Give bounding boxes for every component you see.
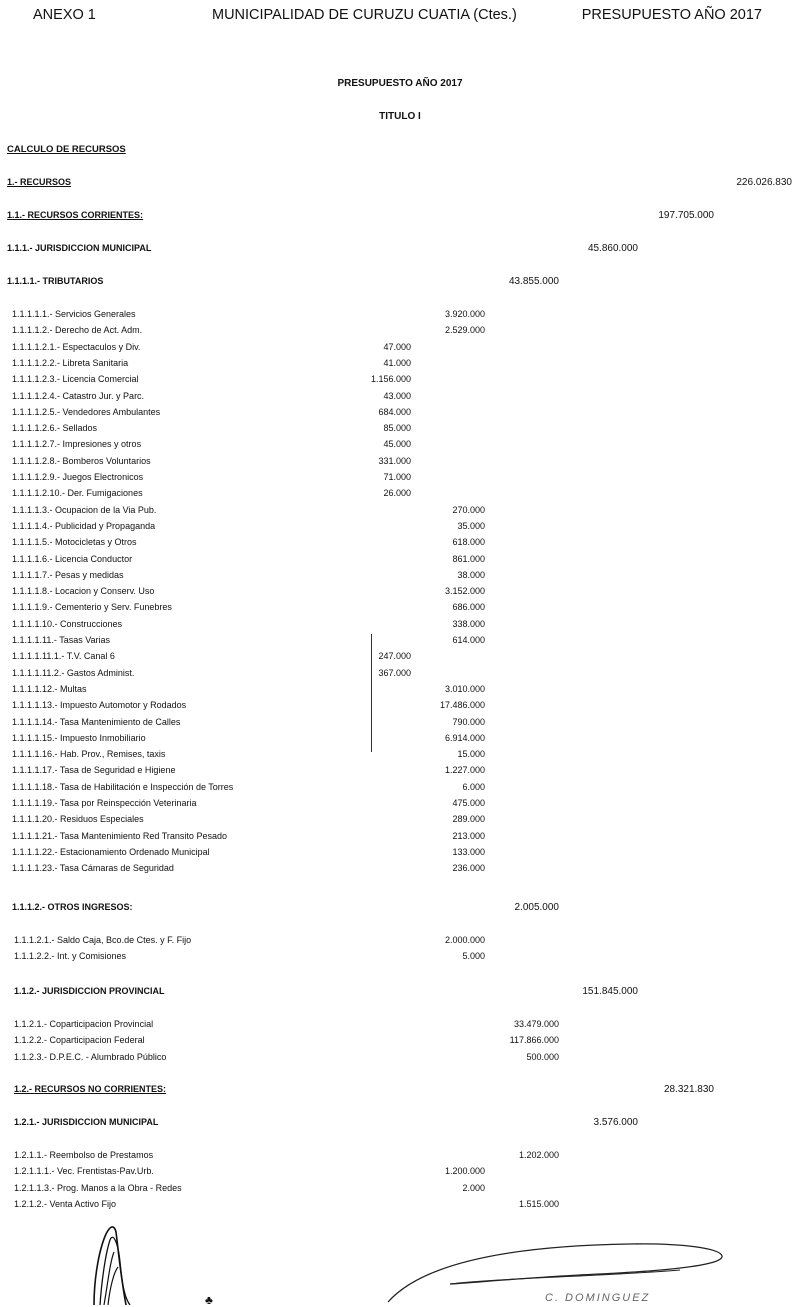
line-item-label: 1.1.1.1.12.- Multas (12, 683, 87, 694)
line-item-amount: 236.000 (452, 863, 485, 874)
line-item-label: 1.1.1.1.2.6.- Sellados (12, 423, 98, 434)
row-label: 1.2.- RECURSOS NO CORRIENTES: (14, 1084, 167, 1094)
line-item-label: 1.1.1.1.18.- Tasa de Habilitación e Inspección de Torres (12, 781, 234, 792)
line-item-label: 1.1.1.1.21.- Tasa Mantenimiento Red Transito Pesado (12, 830, 227, 841)
line-item (0, 634, 800, 650)
line-item (0, 455, 800, 471)
line-item-label: 1.1.1.1.2.4.- Catastro Jur. y Parc. (12, 390, 145, 401)
row-amount: 197.705.000 (658, 210, 714, 221)
line-item (0, 1182, 800, 1198)
line-item-label: 1.1.2.2.- Coparticipacion Federal (14, 1035, 145, 1046)
line-item (0, 1165, 800, 1181)
line-item-amount: 475.000 (452, 798, 485, 808)
header-budget-year: PRESUPUESTO AÑO 2017 (581, 7, 762, 23)
row-amount: 151.845.000 (582, 986, 638, 997)
line-item-label: 1.1.1.1.6.- Licencia Conductor (12, 553, 133, 564)
line-item-label: 1.1.1.1.1.- Servicios Generales (12, 309, 136, 319)
line-item-label: 1.1.1.1.2.2.- Libreta Sanitaria (12, 357, 129, 368)
line-item-amount: 71.000 (383, 472, 411, 482)
line-item-amount: 1.515.000 (518, 1198, 559, 1209)
line-item-label: 1.1.1.1.11.2.- Gastos Administ. (12, 667, 135, 678)
line-item (0, 732, 800, 748)
line-item (0, 1198, 800, 1214)
line-item-amount: 1.156.000 (370, 374, 411, 385)
line-item (0, 934, 800, 950)
page-title: PRESUPUESTO AÑO 2017 (337, 78, 463, 89)
line-item-amount: 45.000 (383, 439, 411, 450)
line-item (0, 683, 800, 699)
line-item-amount: 331.000 (378, 455, 411, 466)
line-item-label: 1.1.1.1.2.1.- Espectaculos y Div. (12, 341, 141, 352)
row-jurisdiccion-municipal-nc (0, 1116, 800, 1132)
row-recursos-no-corrientes (0, 1083, 800, 1099)
line-item-amount: 26.000 (383, 488, 411, 499)
line-item-label: 1.1.1.1.2.7.- Impresiones y otros (12, 439, 142, 450)
line-item-label: 1.1.1.1.2.5.- Vendedores Ambulantes (12, 406, 161, 417)
row-label: 1.1.1.1.- TRIBUTARIOS (7, 276, 104, 286)
line-item-label: 1.1.1.1.2.- Derecho de Act. Adm. (12, 325, 143, 336)
line-item-amount: 43.000 (383, 390, 411, 401)
line-item-amount: 289.000 (452, 814, 485, 825)
line-item (0, 438, 800, 454)
line-item-label: 1.2.1.1.- Reembolso de Prestamos (14, 1150, 154, 1160)
line-item-amount: 5.000 (462, 951, 485, 962)
line-item (0, 1018, 800, 1034)
line-item-label: 1.1.1.1.2.10.- Der. Fumigaciones (12, 488, 143, 499)
line-item (0, 618, 800, 634)
line-item (0, 764, 800, 780)
line-item-amount: 15.000 (457, 749, 485, 760)
line-item (0, 504, 800, 520)
line-item (0, 748, 800, 764)
line-item-label: 1.1.1.1.10.- Construcciones (12, 618, 123, 629)
line-item-amount: 614.000 (452, 635, 485, 645)
line-item (0, 471, 800, 487)
row-jurisdiccion-provincial (0, 985, 800, 1001)
line-item-label: 1.2.1.1.1.- Vec. Frentistas-Pav.Urb. (14, 1166, 154, 1177)
line-item-amount: 686.000 (452, 602, 485, 613)
line-item-amount: 213.000 (452, 830, 485, 841)
line-item-label: 1.1.1.1.14.- Tasa Mantenimiento de Calles (12, 716, 181, 727)
total-row-recursos (0, 176, 800, 192)
line-item (0, 406, 800, 422)
line-item (0, 569, 800, 585)
row-label: 1.1.1.- JURISDICCION MUNICIPAL (7, 243, 152, 253)
line-item (0, 553, 800, 569)
line-item (0, 536, 800, 552)
line-item-amount: 38.000 (457, 569, 485, 580)
line-item-amount: 500.000 (526, 1051, 559, 1062)
line-item (0, 699, 800, 715)
line-item-amount: 367.000 (378, 667, 411, 678)
line-item-label: 1.1.2.1.- Coparticipacion Provincial (14, 1019, 154, 1029)
row-tributarios (0, 275, 800, 291)
line-item-label: 1.1.1.1.15.- Impuesto Inmobiliario (12, 732, 146, 743)
line-item-amount: 3.010.000 (444, 683, 485, 694)
line-item-label: 1.1.1.1.5.- Motocicletas y Otros (12, 537, 137, 548)
section-title: CALCULO DE RECURSOS (7, 144, 126, 155)
line-item (0, 357, 800, 373)
line-item (0, 781, 800, 797)
line-item (0, 585, 800, 601)
line-item (0, 950, 800, 966)
line-item (0, 846, 800, 862)
annex-label: ANEXO 1 (33, 7, 96, 23)
line-item (0, 308, 800, 324)
line-item-amount: 17.486.000 (439, 700, 485, 711)
line-item-label: 1.1.1.1.2.8.- Bomberos Voluntarios (12, 455, 151, 466)
line-item (0, 797, 800, 813)
line-item-label: 1.1.1.1.2.3.- Licencia Comercial (12, 374, 139, 385)
signature-scribble (80, 1222, 160, 1305)
line-item-label: 1.1.1.1.3.- Ocupacion de la Via Pub. (12, 504, 157, 515)
line-item-amount: 47.000 (383, 341, 411, 352)
line-item (0, 390, 800, 406)
line-item-label: 1.1.1.1.13.- Impuesto Automotor y Rodados (12, 700, 187, 711)
line-item (0, 487, 800, 503)
line-item-amount: 861.000 (452, 553, 485, 564)
line-item-amount: 6.000 (462, 781, 485, 792)
line-item-label: 1.2.1.1.3.- Prog. Manos a la Obra - Redes (14, 1182, 182, 1193)
line-item-amount: 2.529.000 (444, 325, 485, 336)
row-amount: 2.005.000 (514, 902, 559, 913)
line-item-label: 1.1.1.1.4.- Publicidad y Propaganda (12, 520, 156, 531)
line-item-label: 1.1.1.1.11.1.- T.V. Canal 6 (12, 651, 115, 662)
line-item-amount: 790.000 (452, 716, 485, 727)
line-item-amount: 41.000 (383, 357, 411, 368)
row-label: 1.2.1.- JURISDICCION MUNICIPAL (14, 1117, 159, 1127)
line-item-label: 1.1.1.1.22.- Estacionamiento Ordenado Municipal (12, 846, 210, 857)
line-item (0, 830, 800, 846)
line-item-amount: 117.866.000 (509, 1035, 559, 1046)
line-item-amount: 1.227.000 (444, 765, 485, 776)
line-item-amount: 2.000.000 (444, 935, 485, 945)
line-item (0, 716, 800, 732)
line-item-amount: 35.000 (457, 520, 485, 531)
line-item-amount: 33.479.000 (513, 1019, 559, 1029)
line-item-amount: 684.000 (378, 406, 411, 417)
line-item-amount: 247.000 (378, 651, 411, 662)
line-item (0, 1149, 800, 1165)
total-label: 1.- RECURSOS (7, 177, 72, 187)
row-otros-ingresos (0, 901, 800, 917)
line-item-label: 1.1.1.1.9.- Cementerio y Serv. Funebres (12, 602, 172, 613)
row-label: 1.1.1.2.- OTROS INGRESOS: (12, 902, 133, 912)
line-item-amount: 133.000 (452, 846, 485, 857)
line-item-amount: 1.200.000 (444, 1166, 485, 1177)
total-amount: 226.026.830 (736, 177, 792, 188)
line-item (0, 422, 800, 438)
row-amount: 28.321.830 (663, 1084, 714, 1095)
row-amount: 45.860.000 (587, 243, 638, 254)
line-item-label: 1.1.1.2.1.- Saldo Caja, Bco.de Ctes. y F. Fijo (14, 935, 192, 945)
line-item (0, 1051, 800, 1067)
line-item-label: 1.1.1.1.17.- Tasa de Seguridad e Higiene (12, 765, 176, 776)
line-item (0, 601, 800, 617)
signature-stamp: C. DOMINGUEZ (545, 1292, 651, 1304)
line-item-label: 1.1.1.1.23.- Tasa Cámaras de Seguridad (12, 863, 174, 874)
row-label: 1.1.- RECURSOS CORRIENTES: (7, 210, 144, 220)
line-item-label: 1.1.1.1.19.- Tasa por Reinspección Veterinaria (12, 798, 197, 808)
row-recursos-corrientes (0, 209, 800, 225)
line-item (0, 862, 800, 878)
line-item (0, 813, 800, 829)
page-subtitle: TITULO I (379, 111, 421, 122)
line-item-amount: 618.000 (452, 537, 485, 548)
line-item (0, 1034, 800, 1050)
line-item (0, 650, 800, 666)
line-item-amount: 3.152.000 (444, 586, 485, 597)
line-item (0, 520, 800, 536)
line-item-amount: 3.920.000 (444, 309, 485, 319)
line-item-label: 1.1.1.1.8.- Locacion y Conserv. Uso (12, 586, 155, 597)
line-item-label: 1.1.1.1.16.- Hab. Prov., Remises, taxis (12, 749, 166, 760)
row-label: 1.1.2.- JURISDICCION PROVINCIAL (14, 986, 165, 996)
small-mark: ♣ (205, 1293, 213, 1307)
line-item-label: 1.1.2.3.- D.P.E.C. - Alumbrado Público (14, 1051, 167, 1062)
line-item-label: 1.1.1.1.2.9.- Juegos Electronicos (12, 472, 144, 482)
municipality-name: MUNICIPALIDAD DE CURUZU CUATIA (Ctes.) (212, 7, 517, 23)
line-item-amount: 2.000 (462, 1182, 485, 1193)
line-item (0, 341, 800, 357)
row-amount: 3.576.000 (593, 1117, 638, 1128)
line-item-amount: 1.202.000 (518, 1150, 559, 1160)
row-jurisdiccion-municipal (0, 242, 800, 258)
bracket-line (371, 634, 372, 752)
line-item-label: 1.1.1.1.20.- Residuos Especiales (12, 814, 144, 825)
row-amount: 43.855.000 (508, 276, 559, 287)
line-item (0, 667, 800, 683)
line-item-label: 1.1.1.2.2.- Int. y Comisiones (14, 951, 127, 962)
line-item (0, 373, 800, 389)
line-item-amount: 6.914.000 (444, 732, 485, 743)
line-item-label: 1.2.1.2.- Venta Activo Fijo (14, 1198, 117, 1209)
line-item-amount: 338.000 (452, 618, 485, 629)
line-item (0, 324, 800, 340)
line-item-amount: 85.000 (383, 423, 411, 434)
line-item-label: 1.1.1.1.11.- Tasas Varias (12, 635, 111, 645)
line-item-label: 1.1.1.1.7.- Pesas y medidas (12, 569, 124, 580)
line-item-amount: 270.000 (452, 504, 485, 515)
